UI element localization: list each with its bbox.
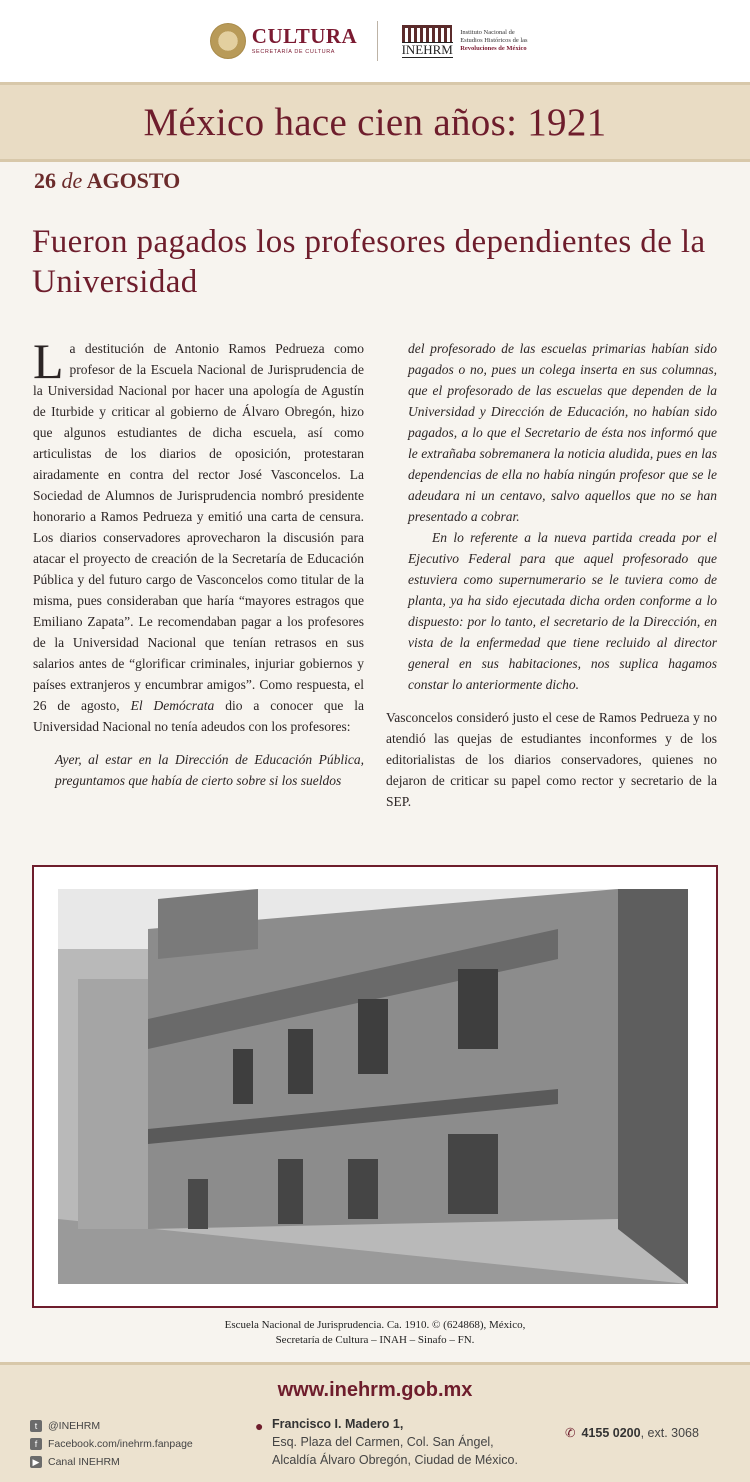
phone-block[interactable]	[565, 1425, 699, 1440]
address-line-1: Francisco I. Madero 1,	[272, 1417, 404, 1431]
eagle-seal-icon	[210, 23, 246, 59]
article-headline: Fueron pagados los profesores dependientes de la Universidad	[32, 224, 706, 300]
inehrm-mark	[398, 25, 456, 58]
twitter-handle: @INEHRM	[48, 1420, 101, 1432]
address-block	[255, 1415, 518, 1469]
paragraph-1	[33, 333, 365, 737]
date-de: de	[61, 168, 83, 193]
series-title-band	[0, 82, 750, 162]
quote-right	[386, 338, 717, 695]
inehrm-description	[460, 29, 540, 53]
building-icon	[402, 25, 452, 42]
facebook-icon: f	[30, 1438, 42, 1450]
date-day: 26	[34, 168, 56, 193]
date-month: AGOSTO	[86, 168, 181, 193]
website-link[interactable]: www.inehrm.gob.mx	[277, 1379, 473, 1401]
paragraph-1-text: a destitución de Antonio Ramos Pedrueza como profesor de la Escuela Nacional de Jurisprudencia de la Universidad Nacional por hacer una apología de Agustín de Iturbide y criticar al gobierno de Álvaro Obregón, hizo que algunos estudiantes de dicha escuela, así como articulistas de los diarios de oposición, protestaran airadamente en contra del rector José Vasconcelos. La Sociedad de Alumnos de Jurisprudencia nombró presidente honorario a Ramos Pedrueza y emitió una carta de censura. Los diarios conservadores aprovecharon la discusión para atacar el proyecto de creación de la Secretaría de Educación Pública y del futuro cargo de Vasconcelos como titular de la misma, pues consideraban que haría “mayores estragos que Emiliano Zapata”. Le recomendaban pagar a los profesores de la Universidad Nacional que tenían retrasos en sus salarios antes de “glorificar criminales, injuriar gobiernos y países extranjeros y encumbrar amigos”. Como respuesta, el 26 de agosto,	[33, 341, 364, 713]
drop-cap: L	[33, 333, 64, 389]
caption-line-2: Secretaría de Cultura – INAH – Sinafo – FN.	[275, 1334, 475, 1346]
address-line-2: Esq. Plaza del Carmen, Col. San Ángel,	[272, 1435, 494, 1449]
youtube-icon: ▶	[30, 1456, 42, 1468]
cultura-wordmark	[252, 26, 357, 56]
article-column-left	[33, 333, 365, 791]
facebook-url: Facebook.com/inehrm.fanpage	[48, 1438, 193, 1450]
quote-right-1: del profesorado de las escuelas primarias habían sido pagados o no, pues un colega inserta en sus columnas, que el profesorado de las escuelas que dependen de la Universidad y Dirección de Educación, no habían sido pagados, a lo que el Secretario de ésta nos informó que le extrañaba sobremanera la noticia aludida, pues en las dependencias de ella no había ningún profesor que se le adeudara ni un centavo, salvo aquellos que no se han presentado a cobrar.	[408, 341, 717, 524]
inehrm-line-2: Estudios Históricos de las	[460, 37, 528, 44]
social-links	[30, 1417, 193, 1471]
facebook-link[interactable]	[30, 1435, 193, 1453]
quote-right-2: En lo referente a la nueva partida creada por el Ejecutivo Federal para que aquel profesorado que estuviera como supernumerario se le tuviera como de planta, ya ha sido ejecutada dicha orden conforme a lo dispuesto: por lo tanto, el secretario de la Dirección, en vista de la enfermedad que tiene recluido al director general en sus habitaciones, nos suplica hagamos constar lo anteriormente dicho.	[408, 530, 717, 692]
date-line	[34, 168, 180, 194]
historic-building-photo	[58, 889, 688, 1284]
twitter-link[interactable]	[30, 1417, 193, 1435]
location-pin-icon: ●	[255, 1418, 264, 1434]
cultura-word: CULTURA	[251, 24, 358, 49]
inehrm-acronym: INEHRM	[401, 41, 453, 57]
cultura-sub: SECRETARÍA DE CULTURA	[251, 49, 336, 56]
cultura-logo[interactable]	[210, 23, 357, 59]
quote-left: Ayer, al estar en la Dirección de Educación Pública, preguntamos que había de cierto sobre si los sueldos	[55, 752, 364, 788]
footer	[0, 1362, 750, 1482]
closing-paragraph: Vasconcelos consideró justo el cese de Ramos Pedrueza y no atendió las quejas de estudiantes inconformes y de los editorialistas de los diarios conservadores, quienes no dejaron de criticar su papel como rector y secretario de la SEP.	[386, 710, 717, 809]
caption-line-1: Escuela Nacional de Jurisprudencia. Ca. 1910. © (624868), México,	[224, 1319, 526, 1331]
header-bar	[0, 0, 750, 82]
phone-ext: , ext. 3068	[640, 1426, 699, 1440]
paragraph-1-end: dio a conocer que la Universidad Nacional no tenía adeudos con los profesores:	[33, 698, 365, 734]
phone-number: 4155 0200	[581, 1426, 641, 1440]
photo-caption	[0, 1318, 750, 1348]
building-illustration	[58, 889, 688, 1284]
twitter-icon: t	[30, 1420, 42, 1432]
youtube-link[interactable]	[30, 1453, 193, 1471]
newspaper-name: El Demócrata	[130, 698, 215, 713]
inehrm-logo[interactable]	[398, 25, 540, 58]
inehrm-line-3: Revoluciones de México	[460, 45, 527, 52]
youtube-channel: Canal INEHRM	[48, 1456, 120, 1468]
series-title: México hace cien años: 1921	[143, 100, 607, 144]
phone-icon: ✆	[565, 1426, 576, 1440]
header-divider	[377, 21, 378, 61]
address-line-3: Alcaldía Álvaro Obregón, Ciudad de México.	[272, 1453, 518, 1467]
inehrm-line-1: Instituto Nacional de	[460, 29, 515, 36]
article-column-right	[386, 338, 717, 812]
